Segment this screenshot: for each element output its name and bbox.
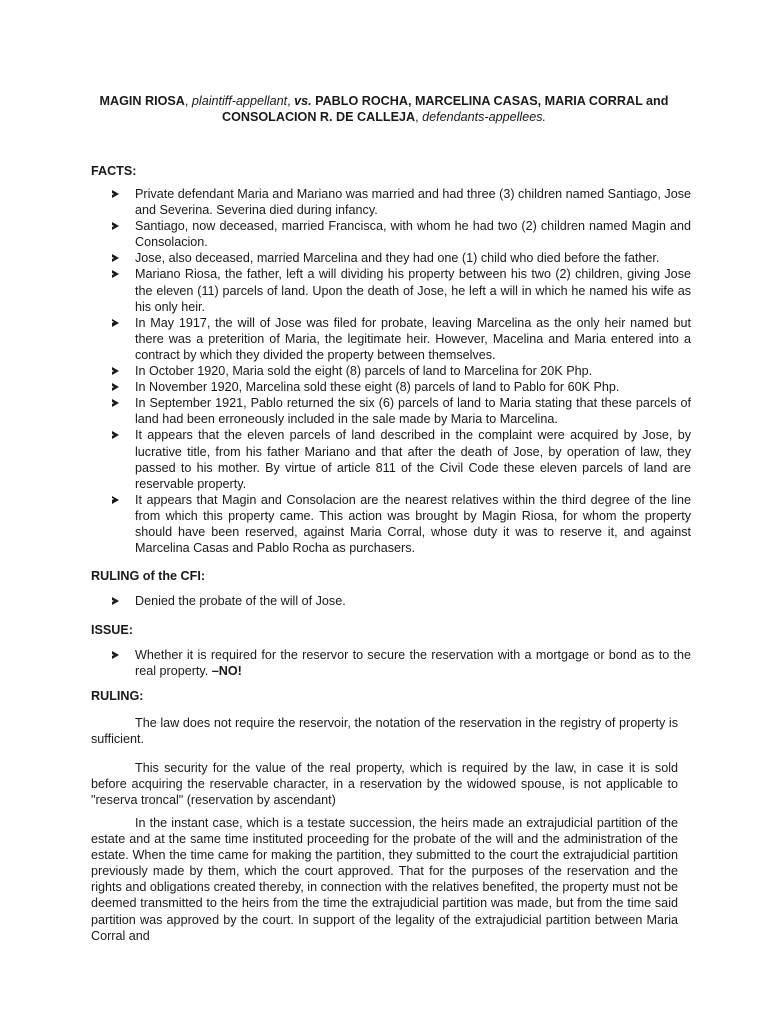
list-item: Mariano Riosa, the father, left a will dividing his property between his two (2) children, giving Jose the eleven (11) parcels of land. Upon the death of Jose, he left a will in which he named his wife as his only heir. [91, 266, 691, 314]
defendants-role: defendants-appellees. [422, 110, 547, 125]
issue-heading: ISSUE: [91, 623, 133, 637]
list-item: It appears that the eleven parcels of land described in the complaint were acquired by Jose, by lucrative title, from his father Mariano and that after the death of Jose, by operation of law, they passed to his mother. By virtue of article 811 of the Civil Code these eleven parcels of land are reservable property. [91, 427, 691, 491]
arrow-bullet-icon [112, 399, 119, 407]
arrow-bullet-icon [112, 319, 119, 327]
arrow-bullet-icon [112, 222, 119, 230]
list-item: In October 1920, Maria sold the eight (8) parcels of land to Marcelina for 20K Php. [91, 363, 691, 379]
list-item [91, 647, 691, 679]
arrow-bullet-icon [112, 651, 119, 659]
list-item: In September 1921, Pablo returned the six (6) parcels of land to Maria stating that these parcels of land had been erroneously included in the sale made by Maria to Marcelina. [91, 395, 691, 427]
ruling-cfi-list [91, 593, 691, 609]
list-item: In November 1920, Marcelina sold these eight (8) parcels of land to Pablo for 60K Php. [91, 379, 691, 395]
list-item: It appears that Magin and Consolacion are the nearest relatives within the third degree of the line from which this property came. This action was brought by Magin Riosa, for whom the property should have been reserved, against Maria Corral, whose duty it was to reserve it, and against Marcelina Casas and Pablo Rocha as purchasers. [91, 492, 691, 556]
facts-list [91, 186, 691, 556]
ruling-paragraph-3: In the instant case, which is a testate succession, the heirs made an extrajudicial partition of the estate and at the same time instituted proceeding for the probate of the will and the administration of the estate. When the time came for making the partition, they submitted to the court the extrajudicial partition previously made by them, which the court approved. That for the purposes of the reservation and the rights and obligations created thereby, in connection with the relatives benefited, the property must not be deemed transmitted to the heirs from the time the extrajudicial partition was made, but from the time said partition was approved by the court. In support of the legality of the extrajudicial partition between Maria Corral and [91, 816, 678, 943]
arrow-bullet-icon [112, 431, 119, 439]
case-title: MAGIN RIOSA, plaintiff-appellant, vs. PABLO ROCHA, MARCELINA CASAS, MARIA CORRAL and CONSOLACION R. DE CALLEJA, defendants-appellees. [99, 94, 669, 125]
ruling-paragraph-2: This security for the value of the real property, which is required by the law, in case it is sold before acquiring the reservable character, in a reservation by the widowed spouse, is not applicable to "reserva troncal" (reservation by ascendant) [91, 761, 678, 808]
list-item: Jose, also deceased, married Marcelina and they had one (1) child who died before the father. [91, 250, 691, 266]
arrow-bullet-icon [112, 190, 119, 198]
list-item: Santiago, now deceased, married Francisca, with whom he had two (2) children named Magin and Consolacion. [91, 218, 691, 250]
arrow-bullet-icon [112, 367, 119, 375]
defendants-line1: PABLO ROCHA, MARCELINA CASAS, MARIA CORRAL and [315, 94, 669, 108]
list-item: Private defendant Maria and Mariano was married and had three (3) children named Santiago, Jose and Severina. Severina died during infancy. [91, 186, 691, 218]
list-item: In May 1917, the will of Jose was filed for probate, leaving Marcelina as the only heir named but there was a preterition of Maria, the legitimate heir. However, Macelina and Maria entered into a contract by which they divided the property between themselves. [91, 315, 691, 363]
defendants-line2: CONSOLACION R. DE CALLEJA [221, 110, 416, 125]
list-item: Denied the probate of the will of Jose. [91, 593, 691, 609]
ruling-paragraph-1: The law does not require the reservoir, the notation of the reservation in the registry of property is sufficient. [91, 716, 678, 747]
plaintiff-role: plaintiff-appellant [191, 94, 288, 108]
ruling-cfi-heading: RULING of the CFI: [91, 569, 206, 583]
issue-list [91, 647, 691, 679]
arrow-bullet-icon [112, 254, 119, 262]
arrow-bullet-icon [112, 383, 119, 391]
versus: vs. [294, 94, 312, 108]
issue-text: Whether it is required for the reservor to secure the reservation with a mortgage or bond as to the real property. [135, 648, 691, 679]
issue-answer: –NO! [211, 664, 242, 679]
plaintiff-name: MAGIN RIOSA [99, 94, 185, 108]
ruling-heading: RULING: [91, 689, 144, 703]
facts-heading: FACTS: [91, 164, 137, 178]
arrow-bullet-icon [112, 270, 119, 278]
arrow-bullet-icon [112, 597, 119, 605]
arrow-bullet-icon [112, 496, 119, 504]
